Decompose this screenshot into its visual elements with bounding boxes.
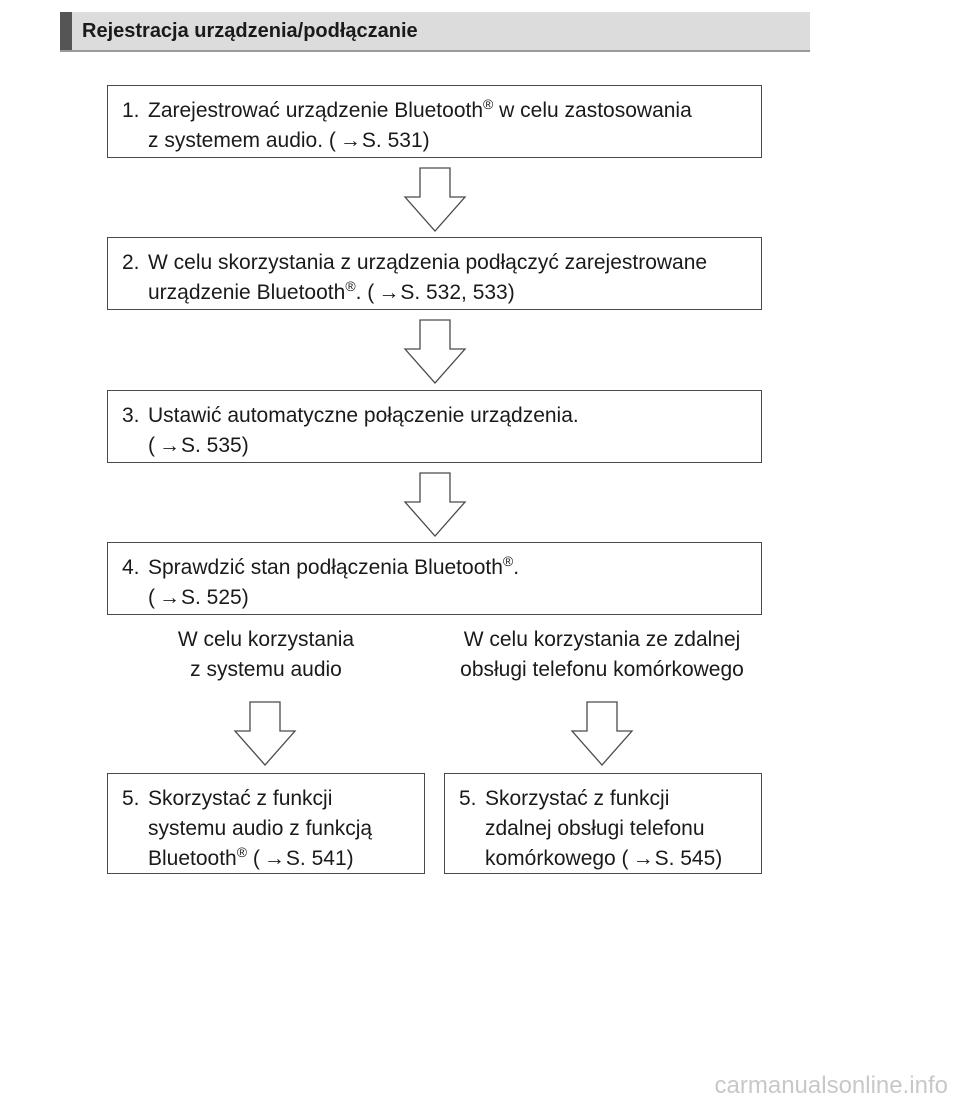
step-3-line-1: Ustawić automatyczne połączenie urządzenia. bbox=[148, 404, 579, 427]
step-3-text bbox=[148, 401, 753, 461]
step-5-phone-text bbox=[485, 784, 753, 874]
arrow-right-icon: → bbox=[632, 847, 654, 870]
step-3-number: 3. bbox=[122, 404, 140, 427]
registered-mark: ® bbox=[502, 553, 514, 569]
step-2-text bbox=[148, 248, 753, 308]
step-2-number: 2. bbox=[122, 251, 140, 274]
step-3-text-a: ( bbox=[148, 434, 155, 457]
step-3-page-ref[interactable]: S. 535) bbox=[181, 434, 249, 457]
step-4-text-b: . bbox=[513, 556, 520, 579]
watermark: carmanualsonline.info bbox=[714, 1072, 948, 1099]
down-arrow-icon bbox=[233, 701, 297, 767]
registered-mark: ® bbox=[236, 844, 248, 860]
step-1-text-c: z systemem audio. ( bbox=[148, 129, 336, 152]
arrow-right-icon: → bbox=[263, 847, 285, 870]
step-4-text-c: ( bbox=[148, 586, 155, 609]
arrow-right-icon: → bbox=[339, 129, 361, 152]
step-1-line-2 bbox=[148, 126, 753, 156]
step-5-audio-text bbox=[148, 784, 416, 874]
branch-label-audio bbox=[107, 625, 425, 685]
step-5-phone-text-a: komórkowego ( bbox=[485, 847, 629, 870]
step-1-line-1 bbox=[148, 96, 753, 126]
step-5-phone-line-1: Skorzystać z funkcji bbox=[485, 787, 670, 810]
step-4-text-a: Sprawdzić stan podłączenia Bluetooth bbox=[148, 556, 503, 579]
section-header bbox=[60, 12, 810, 52]
branch-label-phone bbox=[432, 625, 772, 685]
step-5-audio-page-ref[interactable]: S. 541) bbox=[285, 847, 354, 870]
step-1-number: 1. bbox=[122, 99, 140, 122]
step-5-audio-box bbox=[107, 773, 425, 874]
down-arrow-icon bbox=[403, 167, 467, 233]
step-4-text bbox=[148, 553, 753, 613]
branch-audio-line-2: z systemu audio bbox=[190, 658, 342, 681]
step-3-line-2 bbox=[148, 431, 753, 461]
registered-mark: ® bbox=[345, 278, 356, 294]
step-2-line-1: W celu skorzystania z urządzenia podłączyć zarejestrowane bbox=[148, 251, 708, 274]
step-5-audio-line-1: Skorzystać z funkcji bbox=[148, 787, 333, 810]
step-5-audio-line-2: systemu audio z funkcją bbox=[148, 817, 373, 840]
step-2-text-a: urządzenie Bluetooth bbox=[148, 281, 346, 304]
header-accent-bar bbox=[60, 12, 72, 50]
branch-phone-line-2: obsługi telefonu komórkowego bbox=[460, 658, 744, 681]
step-2-page-ref[interactable]: S. 532, 533) bbox=[400, 281, 515, 304]
step-1-text-a: Zarejestrować urządzenie Bluetooth bbox=[148, 99, 484, 122]
branch-phone-line-1: W celu korzystania ze zdalnej bbox=[463, 628, 741, 651]
arrow-right-icon: → bbox=[378, 281, 400, 304]
registered-mark: ® bbox=[483, 96, 494, 112]
step-2-line-2 bbox=[148, 278, 753, 308]
step-5-audio-line-3 bbox=[148, 844, 416, 874]
step-5-phone-line-3 bbox=[485, 844, 753, 874]
step-4-page-ref[interactable]: S. 525) bbox=[181, 586, 249, 609]
down-arrow-icon bbox=[403, 319, 467, 385]
step-4-line-1 bbox=[148, 553, 753, 583]
step-5-phone-page-ref[interactable]: S. 545) bbox=[654, 847, 723, 870]
step-2-box bbox=[107, 237, 762, 310]
step-5-phone-number: 5. bbox=[459, 787, 477, 810]
step-1-text bbox=[148, 96, 753, 156]
step-3-box bbox=[107, 390, 762, 463]
step-4-number: 4. bbox=[122, 556, 140, 579]
step-5-audio-text-a: Bluetooth bbox=[148, 847, 237, 870]
step-2-text-b: . ( bbox=[355, 281, 375, 304]
section-title: Rejestracja urządzenia/podłączanie bbox=[82, 20, 418, 42]
arrow-right-icon: → bbox=[159, 434, 180, 457]
step-5-audio-number: 5. bbox=[122, 787, 140, 810]
step-5-phone-box bbox=[444, 773, 762, 874]
step-5-audio-text-b: ( bbox=[247, 847, 260, 870]
arrow-right-icon: → bbox=[159, 586, 180, 609]
step-4-box bbox=[107, 542, 762, 615]
step-1-box bbox=[107, 85, 762, 158]
down-arrow-icon bbox=[403, 472, 467, 538]
branch-audio-line-1: W celu korzystania bbox=[177, 628, 355, 651]
step-4-line-2 bbox=[148, 583, 753, 613]
step-5-phone-line-2: zdalnej obsługi telefonu bbox=[485, 817, 705, 840]
step-1-text-b: w celu zastosowania bbox=[493, 99, 692, 122]
down-arrow-icon bbox=[570, 701, 634, 767]
step-1-page-ref[interactable]: S. 531) bbox=[361, 129, 430, 152]
